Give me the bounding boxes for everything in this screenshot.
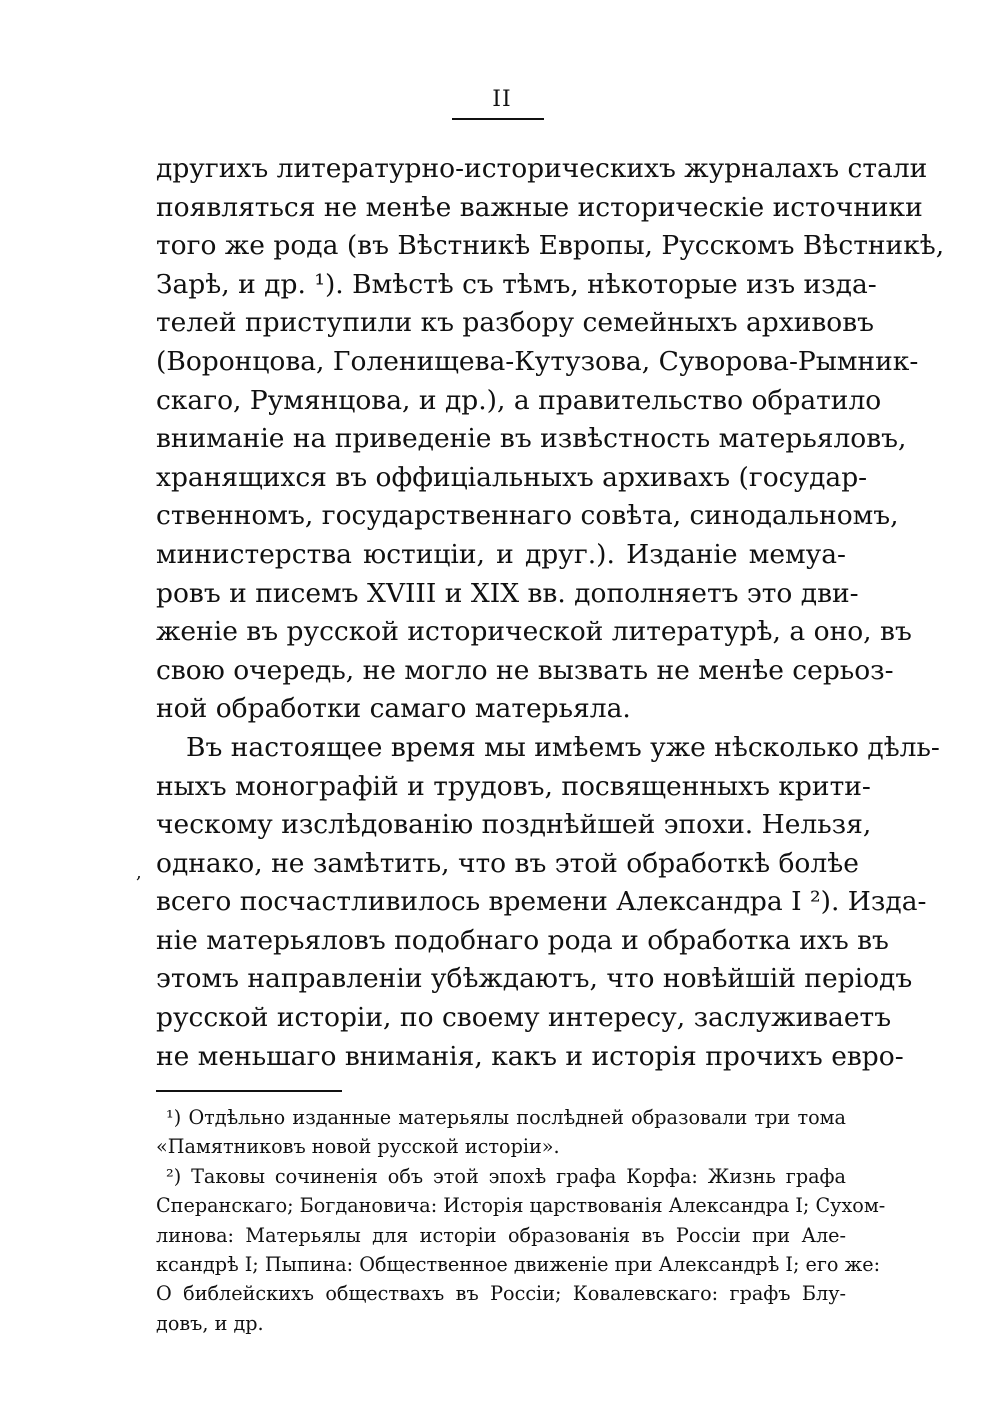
body-line: Зарѣ, и др. ¹). Вмѣстѣ съ тѣмъ, нѣкоторые изъ изда-	[156, 268, 877, 300]
ink-mark: ,	[136, 862, 142, 883]
page-number	[0, 88, 1000, 112]
footnote-line: ²) Таковы сочиненія объ этой эпохѣ графа Корфа: Жизнь графа	[166, 1164, 846, 1188]
body-line: этомъ направленіи убѣждаютъ, что новѣйшій періодъ	[156, 963, 913, 995]
header-rule	[452, 118, 544, 120]
body-line: телей приступили къ разбору семейныхъ архивовъ	[156, 307, 875, 339]
body-line: однако, не замѣтить, что въ этой обработкѣ болѣе	[156, 847, 859, 879]
footnote-line: линова: Матерьялы для исторіи образованія въ Россіи при Але-	[156, 1223, 846, 1247]
body-line: хранящихся въ оффиціальныхъ архивахъ (государ-	[156, 461, 868, 493]
footnote-rule	[156, 1090, 342, 1092]
body-line: скаго, Румянцова, и др.), а правительство обратило	[156, 384, 882, 416]
body-line: появляться не менѣе важные историческіе источники	[156, 191, 923, 223]
footnote-line: О библейскихъ обществахъ въ Россіи; Ковалевскаго: графъ Блу-	[156, 1282, 846, 1306]
body-line: вниманіе на приведеніе въ извѣстность матерьяловъ,	[156, 423, 907, 455]
body-line: не меньшаго вниманія, какъ и исторія прочихъ евро-	[156, 1040, 904, 1072]
body-line: ческому изслѣдованію позднѣйшей эпохи. Нельзя,	[156, 809, 872, 841]
body-line: ровъ и писемъ XVIII и XIX вв. дополняетъ это дви-	[156, 577, 859, 609]
body-line: русской исторіи, по своему интересу, заслуживаетъ	[156, 1002, 892, 1034]
body-line: ной обработки самаго матерьяла.	[156, 693, 631, 725]
body-line: того же рода (въ Вѣстникѣ Европы, Русскомъ Вѣстникѣ,	[156, 230, 945, 262]
page-number-text: II	[492, 87, 512, 112]
footnote-line: довъ, и др.	[156, 1311, 264, 1335]
body-line: другихъ литературно-историческихъ журналахъ стали	[156, 153, 928, 184]
footnote-line: ксандрѣ I; Пыпина: Общественное движеніе при Александрѣ I; его же:	[156, 1252, 881, 1276]
body-line: ніе матерьяловъ подобнаго рода и обработка ихъ въ	[156, 924, 889, 956]
footnote-line: «Памятниковъ новой русской исторіи».	[156, 1135, 560, 1159]
body-line: ныхъ монографій и трудовъ, посвященныхъ крити-	[156, 770, 871, 802]
body-line: министерства юстиціи, и друг.). Изданіе мемуа-	[156, 538, 846, 570]
footnotes	[156, 1103, 886, 1338]
main-text	[156, 150, 945, 1076]
body-line: ственномъ, государственнаго совѣта, синодальномъ,	[156, 500, 899, 532]
footnote-line: Сперанскаго; Богдановича: Исторія царствованія Александра I; Сухом-	[156, 1194, 886, 1218]
body-line: всего посчастливилось времени Александра I ²). Изда-	[156, 886, 927, 918]
body-line: Въ настоящее время мы имѣемъ уже нѣсколько дѣль-	[186, 731, 940, 763]
body-line: (Воронцова, Голенищева-Кутузова, Суворова-Рымник-	[156, 345, 919, 377]
body-line: женіе въ русской исторической литературѣ, а оно, въ	[156, 616, 912, 648]
footnote-line: ¹) Отдѣльно изданные матерьялы послѣдней образовали три тома	[166, 1106, 846, 1129]
body-line: свою очередь, не могло не вызвать не менѣе серьоз-	[156, 654, 894, 686]
